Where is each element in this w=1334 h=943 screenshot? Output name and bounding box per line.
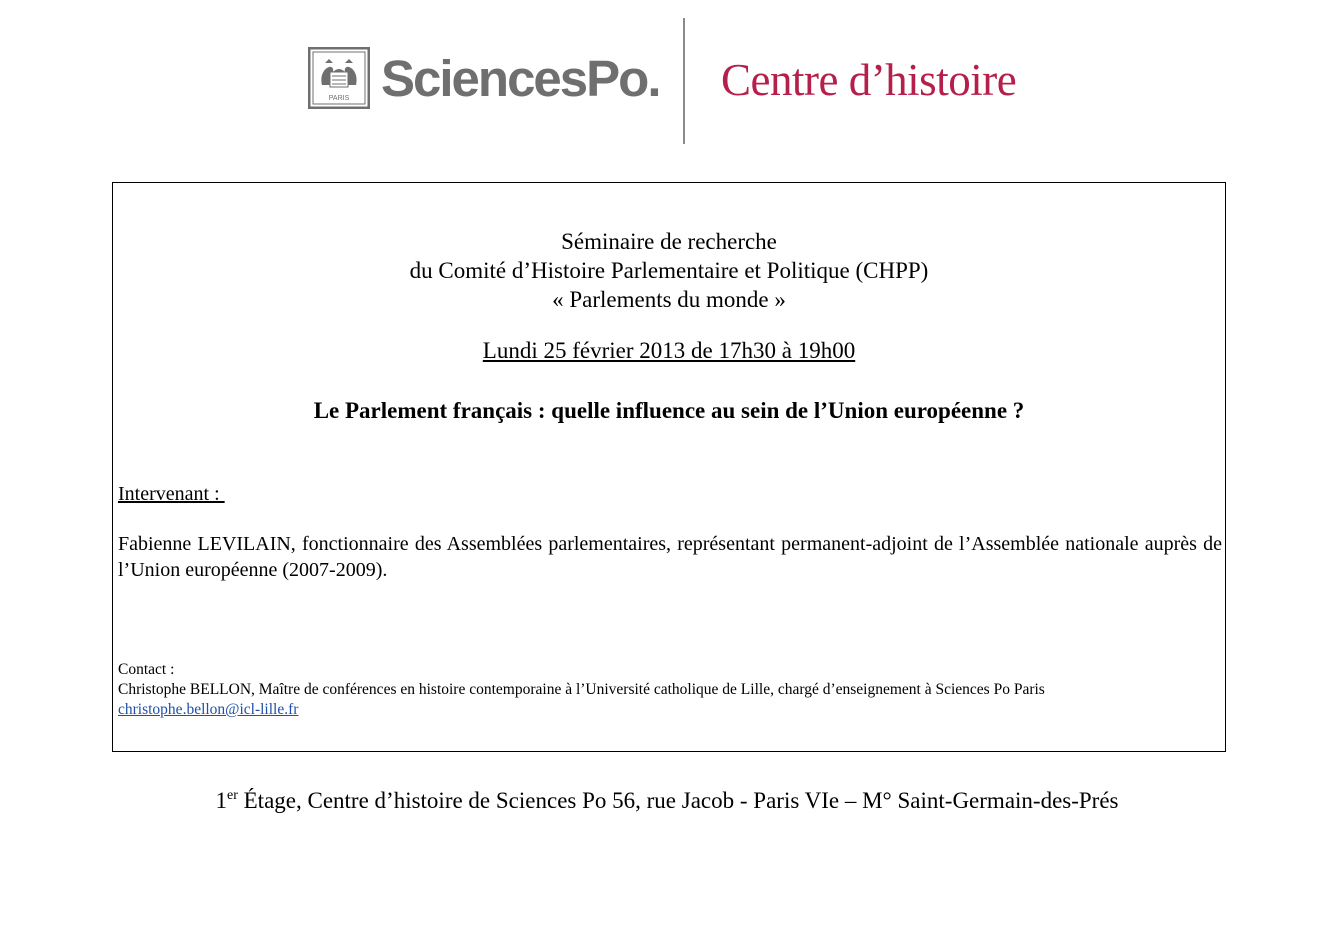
seminar-date bbox=[113, 336, 1225, 365]
address-floor-suffix: er bbox=[226, 788, 238, 803]
logo-divider bbox=[683, 18, 685, 144]
header bbox=[0, 0, 1334, 160]
seminar-line-3: « Parlements du monde » bbox=[552, 287, 786, 312]
emblem-text: PARIS bbox=[328, 95, 350, 102]
sciencespo-logo: SciencesPo. bbox=[381, 50, 660, 107]
speaker-label: Intervenant : bbox=[118, 483, 225, 505]
speaker-description: Fabienne LEVILAIN, fonctionnaire des Assemblées parlementaires, représentant permanent-adjoint de l’Assemblée nationale auprès de l’Union européenne (2007-2009). bbox=[118, 533, 1222, 581]
seminar-date-text: Lundi 25 février 2013 de 17h30 à 19h00 bbox=[482, 338, 856, 363]
contact-label: Contact : bbox=[118, 661, 175, 678]
address-text: Étage, Centre d’histoire de Sciences Po 56, rue Jacob - Paris VIe – M° Saint-Germain-des-Prés bbox=[237, 788, 1119, 813]
seminar-box bbox=[112, 182, 1226, 752]
seminar-line-1: Séminaire de recherche bbox=[561, 229, 777, 254]
talk-title: Le Parlement français : quelle influence au sein de l’Union européenne ? bbox=[313, 398, 1025, 423]
contact-email-link[interactable]: christophe.bellon@icl-lille.fr bbox=[118, 701, 299, 718]
address-floor-number: 1 bbox=[215, 788, 227, 813]
contact-person: Christophe BELLON, Maître de conférences en histoire contemporaine à l’Université catholique de Lille, chargé d’enseignement à Sciences Po Paris bbox=[118, 681, 1045, 698]
seminar-line-2: du Comité d’Histoire Parlementaire et Politique (CHPP) bbox=[409, 258, 929, 283]
centre-histoire-logo: Centre d’histoire bbox=[721, 55, 1017, 105]
sciencespo-emblem-icon bbox=[308, 47, 370, 109]
address bbox=[0, 786, 1334, 816]
